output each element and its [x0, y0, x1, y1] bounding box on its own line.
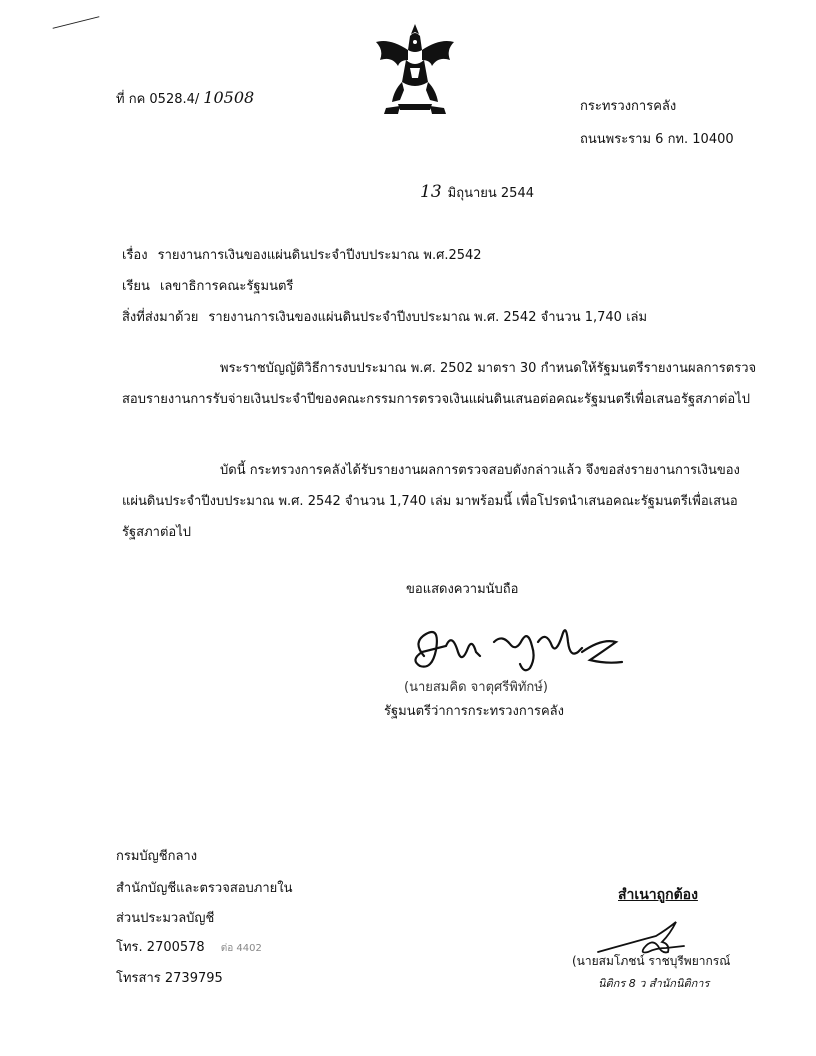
certified-copy-label: สำเนาถูกต้อง — [618, 887, 698, 903]
reference-prefix: ที่ กค 0528.4/ — [116, 92, 200, 107]
garuda-emblem-icon — [370, 20, 460, 116]
certifier-name: (นายสมโภชน์ ราชบุรีพยากรณ์ — [572, 954, 731, 968]
date-day: 13 — [420, 182, 442, 202]
enclosure-text: รายงานการเงินของแผ่นดินประจำปีงบประมาณ พ.ศ. 2542 จำนวน 1,740 เล่ม — [208, 310, 648, 325]
subject-line — [122, 244, 482, 265]
enclosure-line — [122, 306, 647, 327]
recipient-text: เลขาธิการคณะรัฐมนตรี — [159, 279, 294, 294]
footer-department: กรมบัญชีกลาง — [116, 849, 198, 864]
certifier-title: นิติกร 8 ว สำนักนิติการ — [598, 977, 710, 990]
body-paragraph-2: บัดนี้ กระทรวงการคลังได้รับรายงานผลการตรวจสอบดังกล่าวแล้ว จึงขอส่งรายงานการเงินของแผ่นดินประจำปีงบประมาณ พ.ศ. 2542 จำนวน 1,740 เล่ม มาพร้อมนี้ เพื่อโปรดนำเสนอคณะรัฐมนตรีเพื่อเสนอรัฐสภาต่อไป — [122, 463, 740, 540]
scan-mark — [53, 16, 100, 29]
organization-name: กระทรวงการคลัง — [580, 99, 677, 114]
enclosure-label: สิ่งที่ส่งมาด้วย — [122, 310, 199, 325]
footer-division: ส่วนประมวลบัญชี — [116, 911, 215, 926]
subject-text: รายงานการเงินของแผ่นดินประจำปีงบประมาณ พ.ศ.2542 — [157, 248, 482, 263]
signer-title: รัฐมนตรีว่าการกระทรวงการคลัง — [384, 704, 564, 719]
footer-phone-extension: ต่อ 4402 — [220, 943, 262, 954]
footer-phone — [116, 936, 262, 957]
footer-office: สำนักบัญชีและตรวจสอบภายใน — [116, 881, 293, 896]
footer-fax: โทรสาร 2739795 — [116, 971, 223, 986]
organization-address: ถนนพระราม 6 กท. 10400 — [580, 132, 734, 147]
recipient-label: เรียน — [122, 279, 150, 294]
closing-phrase: ขอแสดงความนับถือ — [406, 582, 519, 597]
signer-name: (นายสมคิด จาตุศรีพิทักษ์) — [404, 680, 548, 695]
reference-number-handwritten: 10508 — [203, 88, 255, 107]
subject-label: เรื่อง — [122, 248, 148, 263]
handwritten-signature — [406, 612, 628, 676]
letter-date — [420, 182, 534, 203]
recipient-line — [122, 275, 293, 296]
date-month-year: มิถุนายน 2544 — [447, 186, 534, 201]
reference-number — [116, 88, 254, 109]
footer-phone-number: โทร. 2700578 — [116, 940, 205, 955]
body-paragraph-1: พระราชบัญญัติวิธีการงบประมาณ พ.ศ. 2502 มาตรา 30 กำหนดให้รัฐมนตรีรายงานผลการตรวจสอบรายงานการรับจ่ายเงินประจำปีของคณะกรรมการตรวจเงินแผ่นดินเสนอต่อคณะรัฐมนตรีเพื่อเสนอรัฐสภาต่อไป — [122, 361, 757, 407]
